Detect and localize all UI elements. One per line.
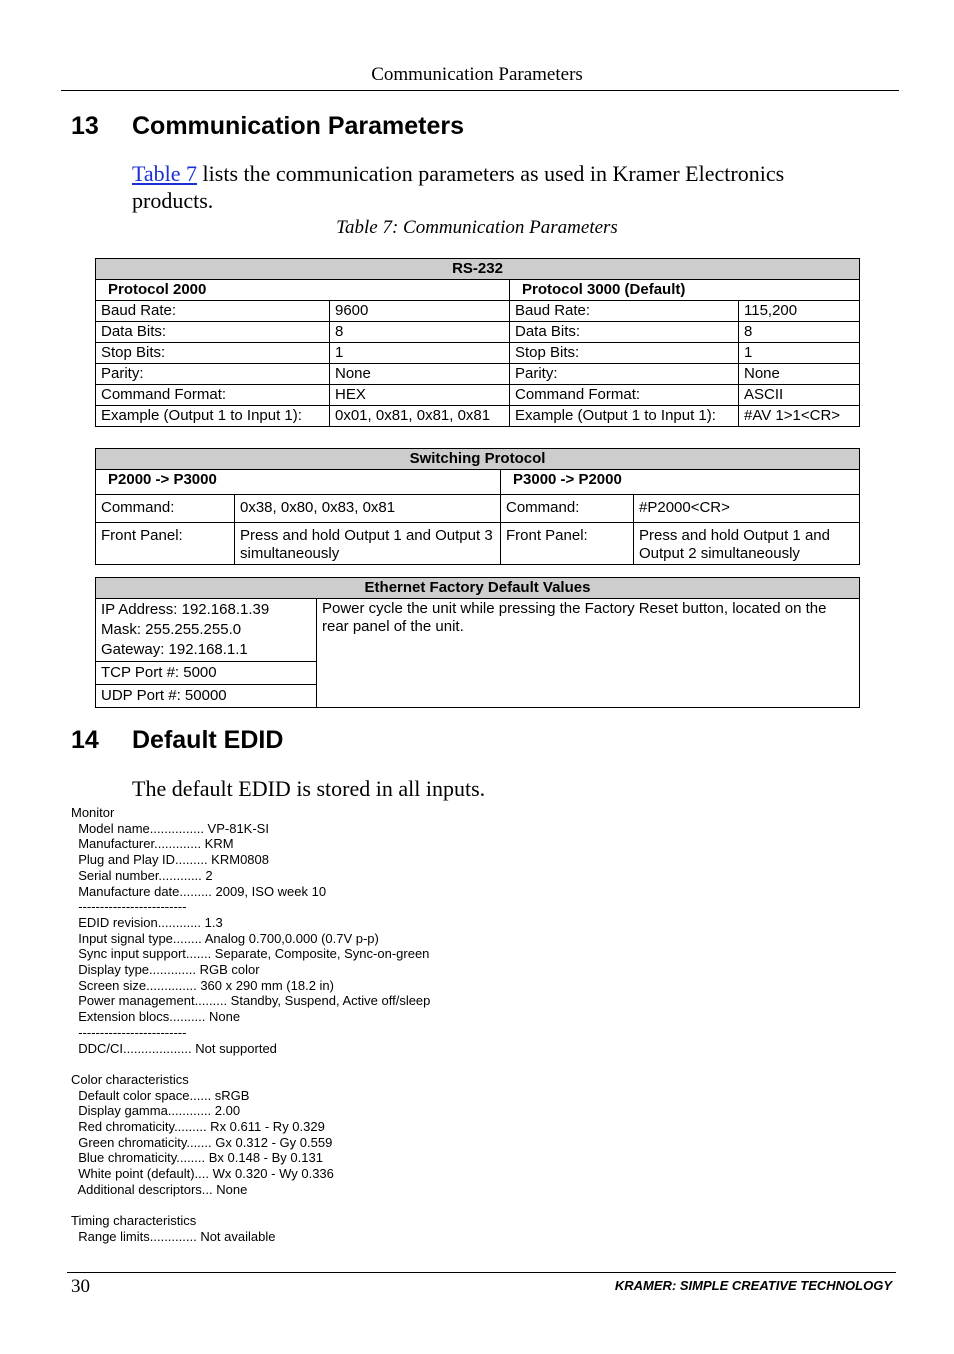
ip-address: IP Address: 192.168.1.39 bbox=[101, 601, 270, 618]
param-label: Example (Output 1 to Input 1): bbox=[510, 406, 739, 427]
param-label: Stop Bits: bbox=[96, 343, 330, 364]
section-14-number: 14 bbox=[71, 726, 99, 754]
table-row bbox=[96, 523, 860, 565]
front-panel-label: Front Panel: bbox=[501, 523, 634, 565]
section-14-title: Default EDID bbox=[132, 726, 284, 754]
protocol-3000-title: Protocol 3000 (Default) bbox=[510, 280, 860, 301]
udp-port: UDP Port #: 50000 bbox=[96, 685, 317, 708]
table-row bbox=[96, 322, 860, 343]
param-label: Baud Rate: bbox=[96, 301, 330, 322]
table-caption: Table 7: Communication Parameters bbox=[336, 217, 618, 238]
param-label: Stop Bits: bbox=[510, 343, 739, 364]
rs232-table bbox=[95, 258, 860, 427]
edid-listing: Monitor Model name............... VP-81K-SI Manufacturer............. KRM Plug and Play ID......... KRM0808 Serial number............ 2 Manufacture date......... 2009, ISO week 10 ------------------------- EDID revision............ 1.3 Input signal type........ Analog 0.700,0.000 (0.7V p-p) Sync input support....... Separate, Composite, Sync-on-green Display type............. RGB color Screen size.............. 360 x 290 mm (18.2 in) Power management......... Standby, Suspend, Active off/sleep Extension blocs.......... None ------------------------- DDC/CI................... Not supported Color characteristics Default color space...... sRGB Display gamma............ 2.00 Red chromaticity......... Rx 0.611 - Ry 0.329 Green chromaticity....... Gx 0.312 - Gy 0.559 Blue chromaticity........ Bx 0.148 - By 0.131 White point (default).... Wx 0.320 - Wy 0.336 Additional descriptors... None Timing characteristics Range limits............. Not available bbox=[71, 805, 431, 1244]
table-row bbox=[96, 364, 860, 385]
table-row bbox=[96, 406, 860, 427]
footer-rule bbox=[67, 1272, 896, 1273]
param-label: Parity: bbox=[510, 364, 739, 385]
factory-reset-note: Power cycle the unit while pressing the Factory Reset button, located on the rear panel of the unit. bbox=[317, 599, 860, 708]
param-label: Data Bits: bbox=[510, 322, 739, 343]
table-row bbox=[96, 343, 860, 364]
param-value: None bbox=[739, 364, 860, 385]
command-label: Command: bbox=[96, 495, 235, 523]
command-value: #P2000<CR> bbox=[634, 495, 860, 523]
table-row bbox=[96, 385, 860, 406]
section-13-title: Communication Parameters bbox=[132, 112, 465, 140]
ethernet-address-cell bbox=[96, 599, 317, 662]
section-13-heading bbox=[71, 112, 464, 141]
table-7-link[interactable]: Table 7 bbox=[132, 161, 198, 186]
section-13-intro-text: lists the communication parameters as used in Kramer Electronics products. bbox=[132, 161, 785, 213]
p3000-to-p2000-title: P3000 -> P2000 bbox=[501, 470, 860, 495]
section-14-heading bbox=[71, 726, 283, 755]
param-value: 8 bbox=[330, 322, 510, 343]
running-header: Communication Parameters bbox=[371, 64, 583, 85]
table-row bbox=[96, 301, 860, 322]
command-value: 0x38, 0x80, 0x83, 0x81 bbox=[235, 495, 501, 523]
switching-title: Switching Protocol bbox=[96, 449, 860, 470]
gateway: Gateway: 192.168.1.1 bbox=[101, 641, 248, 658]
section-13-intro bbox=[132, 160, 832, 214]
front-panel-value: Press and hold Output 1 and Output 2 simultaneously bbox=[634, 523, 860, 565]
switching-table bbox=[95, 448, 860, 565]
param-value: 9600 bbox=[330, 301, 510, 322]
param-value: ASCII bbox=[739, 385, 860, 406]
front-panel-label: Front Panel: bbox=[96, 523, 235, 565]
param-value: #AV 1>1<CR> bbox=[739, 406, 860, 427]
p2000-to-p3000-title: P2000 -> P3000 bbox=[96, 470, 501, 495]
param-value: 0x01, 0x81, 0x81, 0x81 bbox=[330, 406, 510, 427]
header-rule bbox=[61, 90, 899, 91]
param-value: HEX bbox=[330, 385, 510, 406]
param-value: 8 bbox=[739, 322, 860, 343]
param-label: Example (Output 1 to Input 1): bbox=[96, 406, 330, 427]
param-value: 1 bbox=[739, 343, 860, 364]
table-row bbox=[96, 495, 860, 523]
command-label: Command: bbox=[501, 495, 634, 523]
section-14-intro: The default EDID is stored in all inputs. bbox=[132, 776, 486, 801]
section-13-number: 13 bbox=[71, 112, 99, 140]
param-label: Baud Rate: bbox=[510, 301, 739, 322]
param-label: Parity: bbox=[96, 364, 330, 385]
front-panel-value: Press and hold Output 1 and Output 3 simultaneously bbox=[235, 523, 501, 565]
param-label: Data Bits: bbox=[96, 322, 330, 343]
protocol-2000-title: Protocol 2000 bbox=[96, 280, 510, 301]
subnet-mask: Mask: 255.255.255.0 bbox=[101, 621, 242, 638]
param-label: Command Format: bbox=[96, 385, 330, 406]
rs232-title: RS-232 bbox=[96, 259, 860, 280]
param-label: Command Format: bbox=[510, 385, 739, 406]
ethernet-table bbox=[95, 577, 860, 708]
param-value: 115,200 bbox=[739, 301, 860, 322]
param-value: None bbox=[330, 364, 510, 385]
tcp-port: TCP Port #: 5000 bbox=[96, 662, 317, 685]
footer-brand: KRAMER: SIMPLE CREATIVE TECHNOLOGY bbox=[614, 1278, 892, 1293]
ethernet-title: Ethernet Factory Default Values bbox=[96, 578, 860, 599]
page-number: 30 bbox=[71, 1276, 90, 1297]
param-value: 1 bbox=[330, 343, 510, 364]
